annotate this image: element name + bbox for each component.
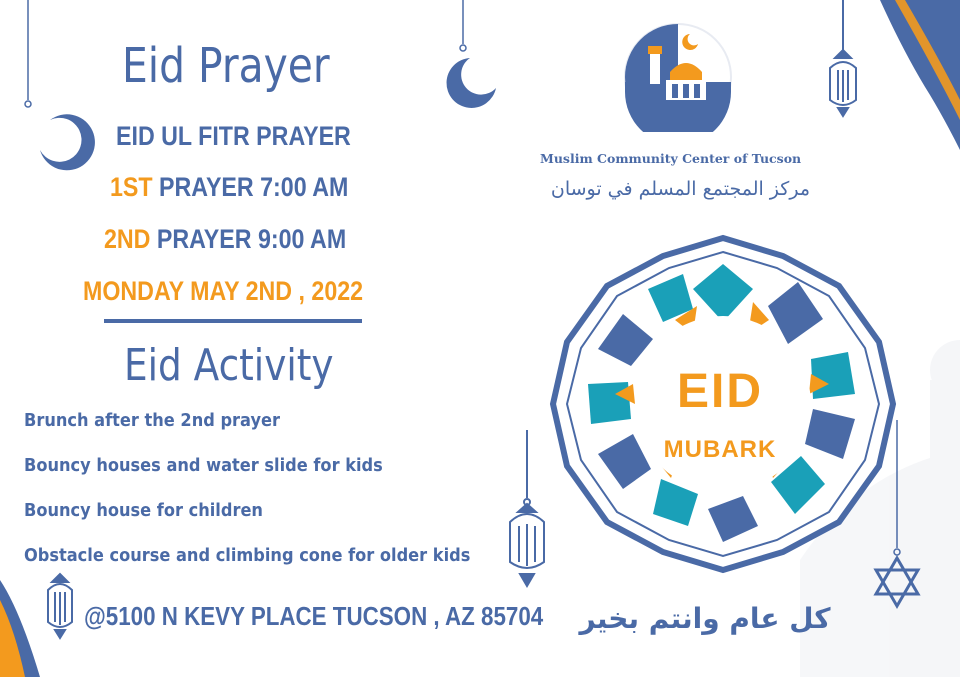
second-prayer-ordinal: 2ND	[104, 224, 151, 254]
lantern-icon-3	[510, 430, 544, 586]
event-address: @5100 N KEVY PLACE TUCSON , AZ 85704	[84, 601, 544, 631]
lantern-icon	[830, 0, 856, 116]
activity-item: Brunch after the 2nd prayer	[24, 410, 281, 431]
second-prayer-label: PRAYER 9:00 AM	[150, 224, 347, 254]
prayer-subtitle: EID UL FITR PRAYER	[116, 121, 351, 151]
second-prayer-time	[104, 224, 346, 255]
org-name: Muslim Community Center of Tucson	[540, 151, 802, 166]
first-prayer-ordinal: 1ST	[110, 172, 153, 202]
crescent-icon-2	[447, 0, 496, 108]
arabic-greeting: كل عام وانتم بخير	[579, 602, 831, 635]
page-title: Eid Prayer	[122, 38, 330, 94]
section-divider	[104, 319, 362, 323]
activity-item: Obstacle course and climbing cone for older kids	[24, 545, 471, 566]
mosque-logo-icon	[620, 22, 740, 132]
org-name-arabic: مركز المجتمع المسلم في توسان	[550, 178, 810, 200]
medallion-text-mubark: MUBARK	[663, 436, 777, 463]
event-date: MONDAY MAY 2ND , 2022	[83, 276, 364, 306]
activity-item: Bouncy house for children	[24, 500, 263, 521]
lantern-icon-2	[48, 574, 72, 638]
medallion-text-eid: EID	[676, 365, 763, 418]
activity-item: Bouncy houses and water slide for kids	[24, 455, 383, 476]
first-prayer-time	[110, 172, 348, 203]
first-prayer-label: PRAYER 7:00 AM	[152, 172, 349, 202]
activity-title: Eid Activity	[124, 340, 334, 391]
crescent-icon	[25, 0, 95, 170]
